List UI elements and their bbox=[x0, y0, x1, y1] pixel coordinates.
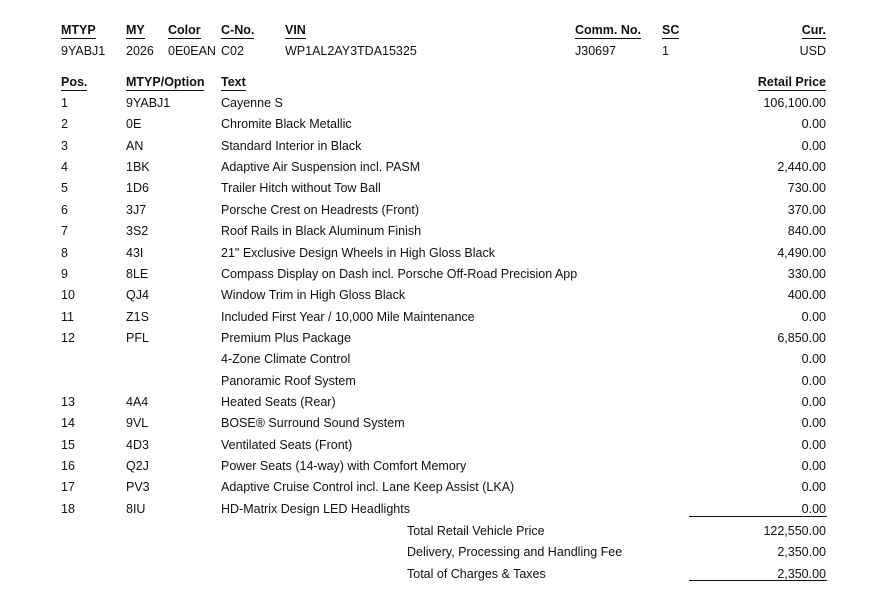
row-option-code: QJ4 bbox=[126, 288, 149, 303]
row-option-code: AN bbox=[126, 138, 144, 153]
row-retail-price: 0.00 bbox=[801, 352, 826, 367]
table-row bbox=[0, 246, 877, 267]
table-row bbox=[0, 96, 877, 117]
row-description: Power Seats (14-way) with Comfort Memory bbox=[221, 459, 467, 473]
row-option-code: 43I bbox=[126, 245, 144, 260]
row-option-code: 1BK bbox=[126, 160, 150, 175]
sc-label: SC bbox=[662, 23, 680, 37]
row-description: Panoramic Roof System bbox=[221, 373, 356, 388]
row-position: 2 bbox=[61, 117, 68, 132]
table-row bbox=[0, 288, 877, 309]
row-retail-price: 0.00 bbox=[801, 373, 826, 388]
row-retail-price: 840.00 bbox=[787, 224, 826, 239]
total-label: Delivery, Processing and Handling Fee bbox=[407, 545, 623, 560]
row-position: 1 bbox=[61, 96, 68, 110]
table-row bbox=[0, 374, 877, 395]
row-description: Heated Seats (Rear) bbox=[221, 394, 336, 409]
row-position: 16 bbox=[61, 459, 75, 473]
comm-no-value: J30697 bbox=[575, 44, 617, 58]
table-row bbox=[0, 267, 877, 288]
row-option-code: 9YABJ1 bbox=[126, 96, 171, 110]
row-description: Adaptive Air Suspension incl. PASM bbox=[221, 160, 421, 175]
table-row bbox=[0, 160, 877, 181]
row-position: 8 bbox=[61, 245, 68, 260]
vin-value: WP1AL2AY3TDA15325 bbox=[285, 44, 417, 58]
row-retail-price: 0.00 bbox=[801, 416, 826, 431]
row-option-code: 3S2 bbox=[126, 224, 149, 239]
text-column-header: Text bbox=[221, 75, 246, 89]
total-row bbox=[0, 524, 877, 545]
mtyp-value: 9YABJ1 bbox=[61, 44, 106, 58]
row-position: 17 bbox=[61, 480, 75, 495]
row-retail-price: 330.00 bbox=[787, 266, 826, 281]
row-retail-price: 0.00 bbox=[801, 501, 826, 516]
table-row bbox=[0, 352, 877, 373]
comm-no-label: Comm. No. bbox=[575, 23, 641, 37]
row-retail-price: 2,440.00 bbox=[777, 160, 826, 175]
cno-label: C-No. bbox=[221, 23, 255, 37]
pos-column-header: Pos. bbox=[61, 75, 88, 89]
row-description: Included First Year / 10,000 Mile Maintenance bbox=[221, 309, 475, 324]
cno-value: C02 bbox=[221, 44, 244, 58]
row-position: 13 bbox=[61, 394, 75, 409]
row-retail-price: 0.00 bbox=[801, 394, 826, 409]
row-description: Porsche Crest on Headrests (Front) bbox=[221, 202, 419, 217]
row-option-code: Z1S bbox=[126, 309, 149, 324]
color-value: 0E0EAN bbox=[168, 44, 216, 58]
table-row bbox=[0, 438, 877, 459]
row-option-code: 4D3 bbox=[126, 437, 149, 452]
row-description: 21" Exclusive Design Wheels in High Gloss Black bbox=[221, 245, 495, 260]
row-retail-price: 0.00 bbox=[801, 117, 826, 132]
total-row bbox=[0, 567, 877, 588]
total-value: 2,350.00 bbox=[777, 566, 826, 581]
my-label: MY bbox=[126, 23, 145, 37]
row-position: 18 bbox=[61, 501, 75, 516]
color-label: Color bbox=[168, 23, 201, 37]
total-charges-rule bbox=[689, 580, 827, 581]
table-row bbox=[0, 395, 877, 416]
table-row bbox=[0, 331, 877, 352]
row-description: Compass Display on Dash incl. Porsche Off-Road Precision App bbox=[221, 266, 578, 281]
row-position: 4 bbox=[61, 160, 68, 175]
row-option-code: Q2J bbox=[126, 459, 149, 473]
my-value: 2026 bbox=[126, 44, 154, 58]
row-retail-price: 0.00 bbox=[801, 480, 826, 495]
row-retail-price: 0.00 bbox=[801, 437, 826, 452]
row-retail-price: 730.00 bbox=[787, 181, 826, 196]
row-description: HD-Matrix Design LED Headlights bbox=[221, 501, 410, 516]
row-description: BOSE® Surround Sound System bbox=[221, 416, 405, 431]
row-retail-price: 4,490.00 bbox=[777, 245, 826, 260]
row-retail-price: 370.00 bbox=[787, 202, 826, 217]
total-label: Total Retail Vehicle Price bbox=[407, 524, 545, 538]
table-row bbox=[0, 310, 877, 331]
table-row bbox=[0, 224, 877, 245]
row-retail-price: 400.00 bbox=[787, 288, 826, 303]
row-description: Cayenne S bbox=[221, 96, 283, 110]
row-description: Standard Interior in Black bbox=[221, 138, 362, 153]
row-option-code: 9VL bbox=[126, 416, 149, 431]
row-description: Trailer Hitch without Tow Ball bbox=[221, 181, 381, 196]
price-column-header: Retail Price bbox=[757, 75, 826, 89]
row-position: 10 bbox=[61, 288, 75, 303]
row-option-code: PV3 bbox=[126, 480, 150, 495]
row-position: 5 bbox=[61, 181, 68, 196]
row-option-code: 8IU bbox=[126, 501, 146, 516]
row-description: 4-Zone Climate Control bbox=[221, 352, 351, 367]
table-row bbox=[0, 416, 877, 437]
row-retail-price: 0.00 bbox=[801, 138, 826, 153]
currency-value: USD bbox=[799, 44, 826, 58]
row-retail-price: 0.00 bbox=[801, 459, 826, 473]
row-option-code: 4A4 bbox=[126, 394, 149, 409]
table-row bbox=[0, 459, 877, 480]
row-description: Ventilated Seats (Front) bbox=[221, 437, 353, 452]
total-value: 2,350.00 bbox=[777, 545, 826, 560]
option-column-header: MTYP/Option bbox=[126, 75, 205, 89]
total-row bbox=[0, 545, 877, 566]
total-label: Total of Charges & Taxes bbox=[407, 566, 546, 581]
table-row bbox=[0, 139, 877, 160]
row-position: 6 bbox=[61, 202, 68, 217]
row-description: Adaptive Cruise Control incl. Lane Keep Assist (LKA) bbox=[221, 480, 515, 495]
row-retail-price: 0.00 bbox=[801, 309, 826, 324]
total-value: 122,550.00 bbox=[763, 524, 826, 538]
row-option-code: PFL bbox=[126, 330, 149, 345]
table-row bbox=[0, 203, 877, 224]
row-option-code: 0E bbox=[126, 117, 142, 132]
row-position: 3 bbox=[61, 138, 68, 153]
sc-value: 1 bbox=[662, 44, 669, 58]
table-row bbox=[0, 480, 877, 501]
currency-label: Cur. bbox=[801, 23, 826, 37]
vin-label: VIN bbox=[285, 23, 306, 37]
row-description: Premium Plus Package bbox=[221, 330, 351, 345]
table-row bbox=[0, 117, 877, 138]
row-position: 7 bbox=[61, 224, 68, 239]
table-row bbox=[0, 181, 877, 202]
row-retail-price: 106,100.00 bbox=[763, 96, 826, 110]
row-retail-price: 6,850.00 bbox=[777, 330, 826, 345]
row-option-code: 3J7 bbox=[126, 202, 147, 217]
mtyp-label: MTYP bbox=[61, 23, 96, 37]
table-row bbox=[0, 502, 877, 523]
subtotal-rule bbox=[689, 516, 827, 517]
row-position: 15 bbox=[61, 437, 75, 452]
row-position: 9 bbox=[61, 266, 68, 281]
row-position: 12 bbox=[61, 330, 75, 345]
row-position: 14 bbox=[61, 416, 75, 431]
row-position: 11 bbox=[61, 309, 74, 324]
row-description: Roof Rails in Black Aluminum Finish bbox=[221, 224, 422, 239]
row-option-code: 1D6 bbox=[126, 181, 149, 196]
row-description: Chromite Black Metallic bbox=[221, 117, 352, 132]
row-description: Window Trim in High Gloss Black bbox=[221, 288, 406, 303]
row-option-code: 8LE bbox=[126, 266, 149, 281]
